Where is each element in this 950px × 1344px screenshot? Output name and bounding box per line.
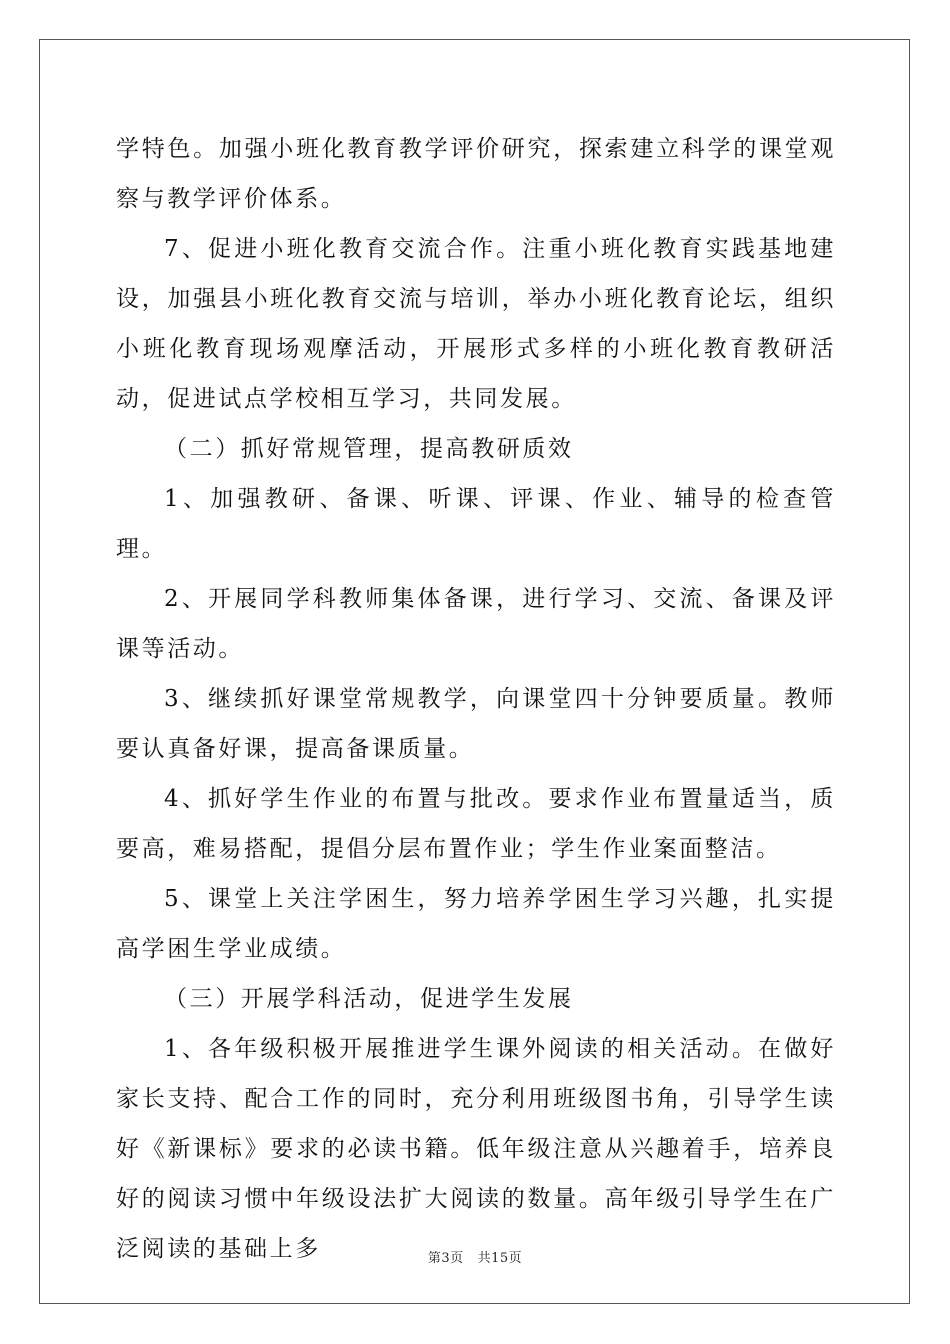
page-number: 第3页 bbox=[427, 1251, 464, 1266]
paragraph-4: 1、加强教研、备课、听课、评课、作业、辅导的检查管理。 bbox=[116, 486, 836, 562]
section-heading-2: （二）抓好常规管理，提高教研质效 bbox=[164, 436, 574, 462]
paragraph-5: 2、开展同学科教师集体备课，进行学习、交流、备课及评课等活动。 bbox=[116, 586, 836, 662]
page-footer bbox=[0, 1247, 950, 1266]
paragraph-7: 4、抓好学生作业的布置与批改。要求作业布置量适当，质要高，难易搭配，提倡分层布置作业；学生作业案面整洁。 bbox=[116, 786, 836, 862]
paragraph-6: 3、继续抓好课堂常规教学，向课堂四十分钟要质量。教师要认真备好课，提高备课质量。 bbox=[116, 686, 836, 762]
section-heading-3: （三）开展学科活动，促进学生发展 bbox=[164, 986, 574, 1012]
paragraph-8: 5、课堂上关注学困生，努力培养学困生学习兴趣，扎实提高学困生学业成绩。 bbox=[116, 886, 836, 962]
document-body bbox=[116, 124, 836, 1274]
paragraph-1: 学特色。加强小班化教育教学评价研究，探索建立科学的课堂观察与教学评价体系。 bbox=[116, 136, 836, 212]
paragraph-10: 1、各年级积极开展推进学生课外阅读的相关活动。在做好家长支持、配合工作的同时，充分利用班级图书角，引导学生读好《新课标》要求的必读书籍。低年级注意从兴趣着手，培养良好的阅读习惯中年级设法扩大阅读的数量。高年级引导学生在广泛阅读的基础上多 bbox=[116, 1036, 836, 1262]
paragraph-2: 7、促进小班化教育交流合作。注重小班化教育实践基地建设，加强县小班化教育交流与培训，举办小班化教育论坛，组织小班化教育现场观摩活动，开展形式多样的小班化教育教研活动，促进试点学校相互学习，共同发展。 bbox=[116, 236, 836, 412]
page-total: 共15页 bbox=[477, 1251, 523, 1266]
